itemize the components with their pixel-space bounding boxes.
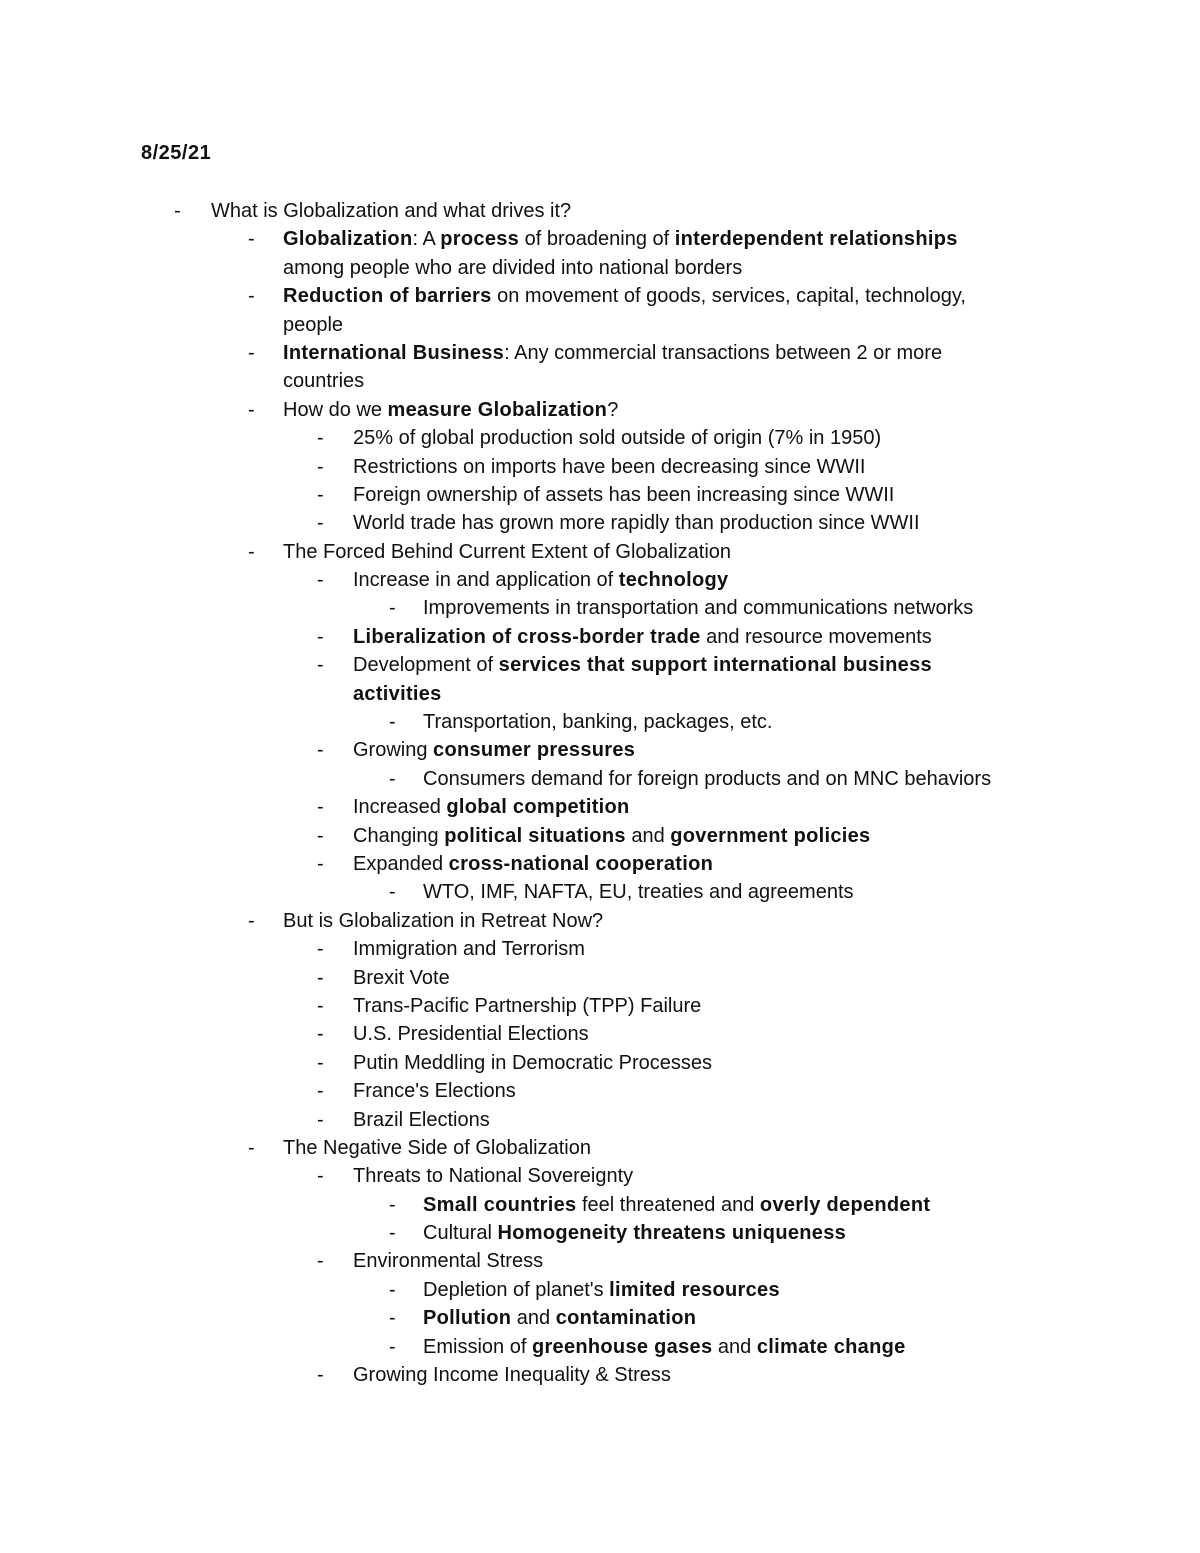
outline-line [0, 1020, 1200, 1048]
text-segment: The Negative Side of Globalization [283, 1136, 591, 1159]
bold-term: global competition [446, 796, 630, 819]
text-segment: What is Globalization and what drives it? [211, 200, 572, 222]
outline-line [0, 992, 1200, 1020]
outline-line [0, 566, 1200, 594]
text-segment: 25% of global production sold outside of origin (7% in 1950) [353, 427, 882, 450]
bullet-dash: - [317, 796, 324, 819]
text-segment: Growing [353, 739, 434, 762]
outline-line [0, 1191, 1200, 1219]
outline-line [0, 935, 1200, 963]
text-segment: Changing [353, 824, 445, 847]
text-segment: Development of [353, 654, 499, 677]
bold-term: Pollution [423, 1307, 512, 1330]
outline-line [0, 850, 1200, 878]
bullet-dash: - [248, 341, 255, 364]
line-text [423, 878, 854, 906]
line-text [353, 822, 870, 850]
line-text [211, 197, 571, 225]
outline-line [0, 708, 1200, 736]
line-text [283, 1134, 591, 1162]
notes-outline [0, 197, 1200, 1389]
line-text [353, 992, 701, 1020]
outline-line [0, 197, 1200, 225]
line-text [283, 538, 731, 566]
outline-line [0, 793, 1200, 821]
text-segment: Foreign ownership of assets has been increasing since WWII [353, 483, 895, 506]
bold-term: overly dependent [759, 1193, 931, 1216]
line-text [283, 311, 343, 339]
outline-line [0, 453, 1200, 481]
text-segment: Consumers demand for foreign products and on MNC behaviors [423, 767, 992, 790]
line-text [423, 1276, 780, 1304]
line-text [353, 453, 865, 481]
text-segment: ? [607, 398, 619, 421]
bullet-dash: - [389, 767, 396, 790]
text-segment: Increased [353, 796, 447, 819]
outline-line [0, 1219, 1200, 1247]
bullet-dash: - [389, 597, 396, 620]
bullet-dash: - [248, 398, 255, 421]
bullet-dash: - [317, 1250, 324, 1273]
bullet-dash: - [174, 200, 181, 222]
line-text [353, 964, 450, 992]
bold-term: Globalization [283, 228, 413, 251]
outline-line [0, 1276, 1200, 1304]
text-segment: France's Elections [353, 1080, 516, 1103]
outline-line [0, 1247, 1200, 1275]
bold-term: cross-national cooperation [448, 852, 714, 875]
bold-term: political situations [444, 824, 626, 847]
line-text [353, 509, 920, 537]
line-text [353, 1020, 589, 1048]
bullet-dash: - [317, 1080, 324, 1103]
outline-line [0, 1304, 1200, 1332]
outline-line [0, 1134, 1200, 1162]
bold-term: Small countries [423, 1193, 577, 1216]
text-segment: How do we [283, 398, 388, 421]
outline-line [0, 878, 1200, 906]
note-date: 8/25/21 [141, 142, 212, 164]
text-segment: Trans-Pacific Partnership (TPP) Failure [353, 994, 702, 1017]
text-segment: and resource movements [700, 625, 932, 648]
text-segment: of broadening of [519, 228, 675, 251]
outline-line [0, 1162, 1200, 1190]
line-text [353, 1049, 712, 1077]
line-text [283, 254, 742, 282]
bullet-dash: - [317, 1051, 324, 1074]
text-segment: Restrictions on imports have been decreasing since WWII [353, 455, 866, 478]
line-text [353, 623, 932, 651]
bold-term: services that support international business [498, 654, 932, 677]
bullet-dash: - [389, 1307, 396, 1330]
bullet-dash: - [317, 966, 324, 989]
text-segment: Immigration and Terrorism [353, 938, 585, 961]
bullet-dash: - [317, 654, 324, 677]
bullet-dash: - [317, 427, 324, 450]
bullet-dash: - [248, 1136, 255, 1159]
line-text [353, 566, 728, 594]
text-segment: and [511, 1307, 556, 1330]
line-text [423, 765, 991, 793]
outline-line [0, 1049, 1200, 1077]
bullet-dash: - [248, 228, 255, 251]
line-text [423, 1304, 696, 1332]
text-segment: and [625, 824, 671, 847]
bullet-dash: - [317, 938, 324, 961]
text-segment: : Any commercial transactions between 2 or more [504, 341, 943, 364]
text-segment: World trade has grown more rapidly than production since WWII [353, 512, 920, 535]
bullet-dash: - [389, 1222, 396, 1245]
bullet-dash: - [317, 824, 324, 847]
text-segment: Environmental Stress [353, 1250, 544, 1273]
bullet-dash: - [317, 739, 324, 762]
outline-line [0, 339, 1200, 367]
text-segment: Expanded [353, 852, 449, 875]
bullet-dash: - [317, 455, 324, 478]
outline-line [0, 367, 1200, 395]
outline-line [0, 651, 1200, 679]
line-text [353, 1361, 671, 1389]
text-segment: Emission of [423, 1335, 532, 1358]
bullet-dash: - [389, 1278, 396, 1301]
text-segment: Depletion of planet's [423, 1278, 610, 1301]
text-segment: and [712, 1335, 757, 1358]
bullet-dash: - [317, 852, 324, 875]
outline-line [0, 1106, 1200, 1134]
bold-term: technology [618, 569, 729, 592]
line-text [423, 1333, 906, 1361]
line-text [353, 1077, 516, 1105]
line-text [283, 367, 364, 395]
bullet-dash: - [389, 711, 396, 734]
bold-term: Liberalization of cross-border trade [353, 625, 701, 648]
bold-term: measure Globalization [387, 398, 608, 421]
outline-line [0, 311, 1200, 339]
outline-line [0, 282, 1200, 310]
outline-line [0, 509, 1200, 537]
bullet-dash: - [248, 540, 255, 563]
bullet-dash: - [317, 625, 324, 648]
line-text [353, 651, 932, 679]
text-segment: Threats to National Sovereignty [353, 1165, 634, 1188]
bold-term: greenhouse gases [531, 1335, 713, 1358]
bold-term: interdependent relationships [674, 228, 958, 251]
outline-line [0, 907, 1200, 935]
text-segment: Brexit Vote [353, 966, 450, 989]
line-text [423, 594, 973, 622]
line-text [283, 282, 966, 310]
outline-line [0, 964, 1200, 992]
text-segment: countries [283, 370, 365, 393]
outline-line [0, 396, 1200, 424]
bullet-dash: - [317, 569, 324, 592]
text-segment: The Forced Behind Current Extent of Globalization [283, 540, 732, 563]
text-segment: Putin Meddling in Democratic Processes [353, 1051, 713, 1074]
bullet-dash: - [389, 881, 396, 904]
line-text [283, 225, 958, 253]
bold-term: government policies [670, 824, 871, 847]
text-segment: on movement of goods, services, capital, technology, [491, 285, 966, 308]
line-text [353, 793, 630, 821]
outline-line [0, 424, 1200, 452]
outline-line [0, 736, 1200, 764]
text-segment: Increase in and application of [353, 569, 619, 592]
bold-term: process [440, 228, 520, 251]
bold-term: consumer pressures [433, 739, 636, 762]
outline-line [0, 623, 1200, 651]
line-text [353, 680, 442, 708]
bold-term: Reduction of barriers [283, 285, 492, 308]
text-segment: But is Globalization in Retreat Now? [283, 909, 604, 932]
bullet-dash: - [389, 1193, 396, 1216]
outline-line [0, 481, 1200, 509]
bullet-dash: - [317, 512, 324, 535]
text-segment: Transportation, banking, packages, etc. [423, 711, 773, 734]
bold-term: Homogeneity threatens uniqueness [497, 1222, 847, 1245]
line-text [353, 1162, 633, 1190]
bold-term: climate change [756, 1335, 906, 1358]
outline-line [0, 1077, 1200, 1105]
text-segment: among people who are divided into national borders [283, 256, 743, 279]
outline-line [0, 254, 1200, 282]
outline-line [0, 225, 1200, 253]
text-segment: Growing Income Inequality & Stress [353, 1364, 671, 1387]
text-segment: people [283, 313, 344, 336]
line-text [353, 481, 894, 509]
line-text [353, 935, 585, 963]
bullet-dash: - [248, 285, 255, 308]
bullet-dash: - [317, 994, 324, 1017]
outline-line [0, 1333, 1200, 1361]
text-segment: WTO, IMF, NAFTA, EU, treaties and agreements [423, 881, 854, 904]
bullet-dash: - [317, 1023, 324, 1046]
line-text [353, 736, 635, 764]
bold-term: contamination [555, 1307, 697, 1330]
outline-line [0, 538, 1200, 566]
outline-line [0, 1361, 1200, 1389]
text-segment: Brazil Elections [353, 1108, 490, 1131]
text-segment: feel threatened and [576, 1193, 760, 1216]
line-text [283, 339, 942, 367]
bullet-dash: - [389, 1335, 396, 1358]
bold-term: International Business [283, 341, 505, 364]
bullet-dash: - [317, 483, 324, 506]
line-text [353, 850, 713, 878]
text-segment: Improvements in transportation and communications networks [423, 597, 974, 620]
outline-line [0, 594, 1200, 622]
bullet-dash: - [317, 1165, 324, 1188]
line-text [283, 907, 603, 935]
outline-line [0, 680, 1200, 708]
outline-line [0, 822, 1200, 850]
bullet-dash: - [317, 1364, 324, 1387]
line-text [283, 396, 618, 424]
bullet-dash: - [248, 909, 255, 932]
outline-line [0, 765, 1200, 793]
line-text [353, 1247, 543, 1275]
bold-term: activities [353, 682, 442, 705]
text-segment: : A [412, 228, 441, 251]
line-text [353, 424, 881, 452]
line-text [423, 1191, 930, 1219]
bold-term: limited resources [609, 1278, 780, 1301]
line-text [423, 1219, 846, 1247]
text-segment: Cultural [423, 1222, 498, 1245]
bullet-dash: - [317, 1108, 324, 1131]
line-text [353, 1106, 490, 1134]
text-segment: U.S. Presidential Elections [353, 1023, 589, 1046]
line-text [423, 708, 772, 736]
